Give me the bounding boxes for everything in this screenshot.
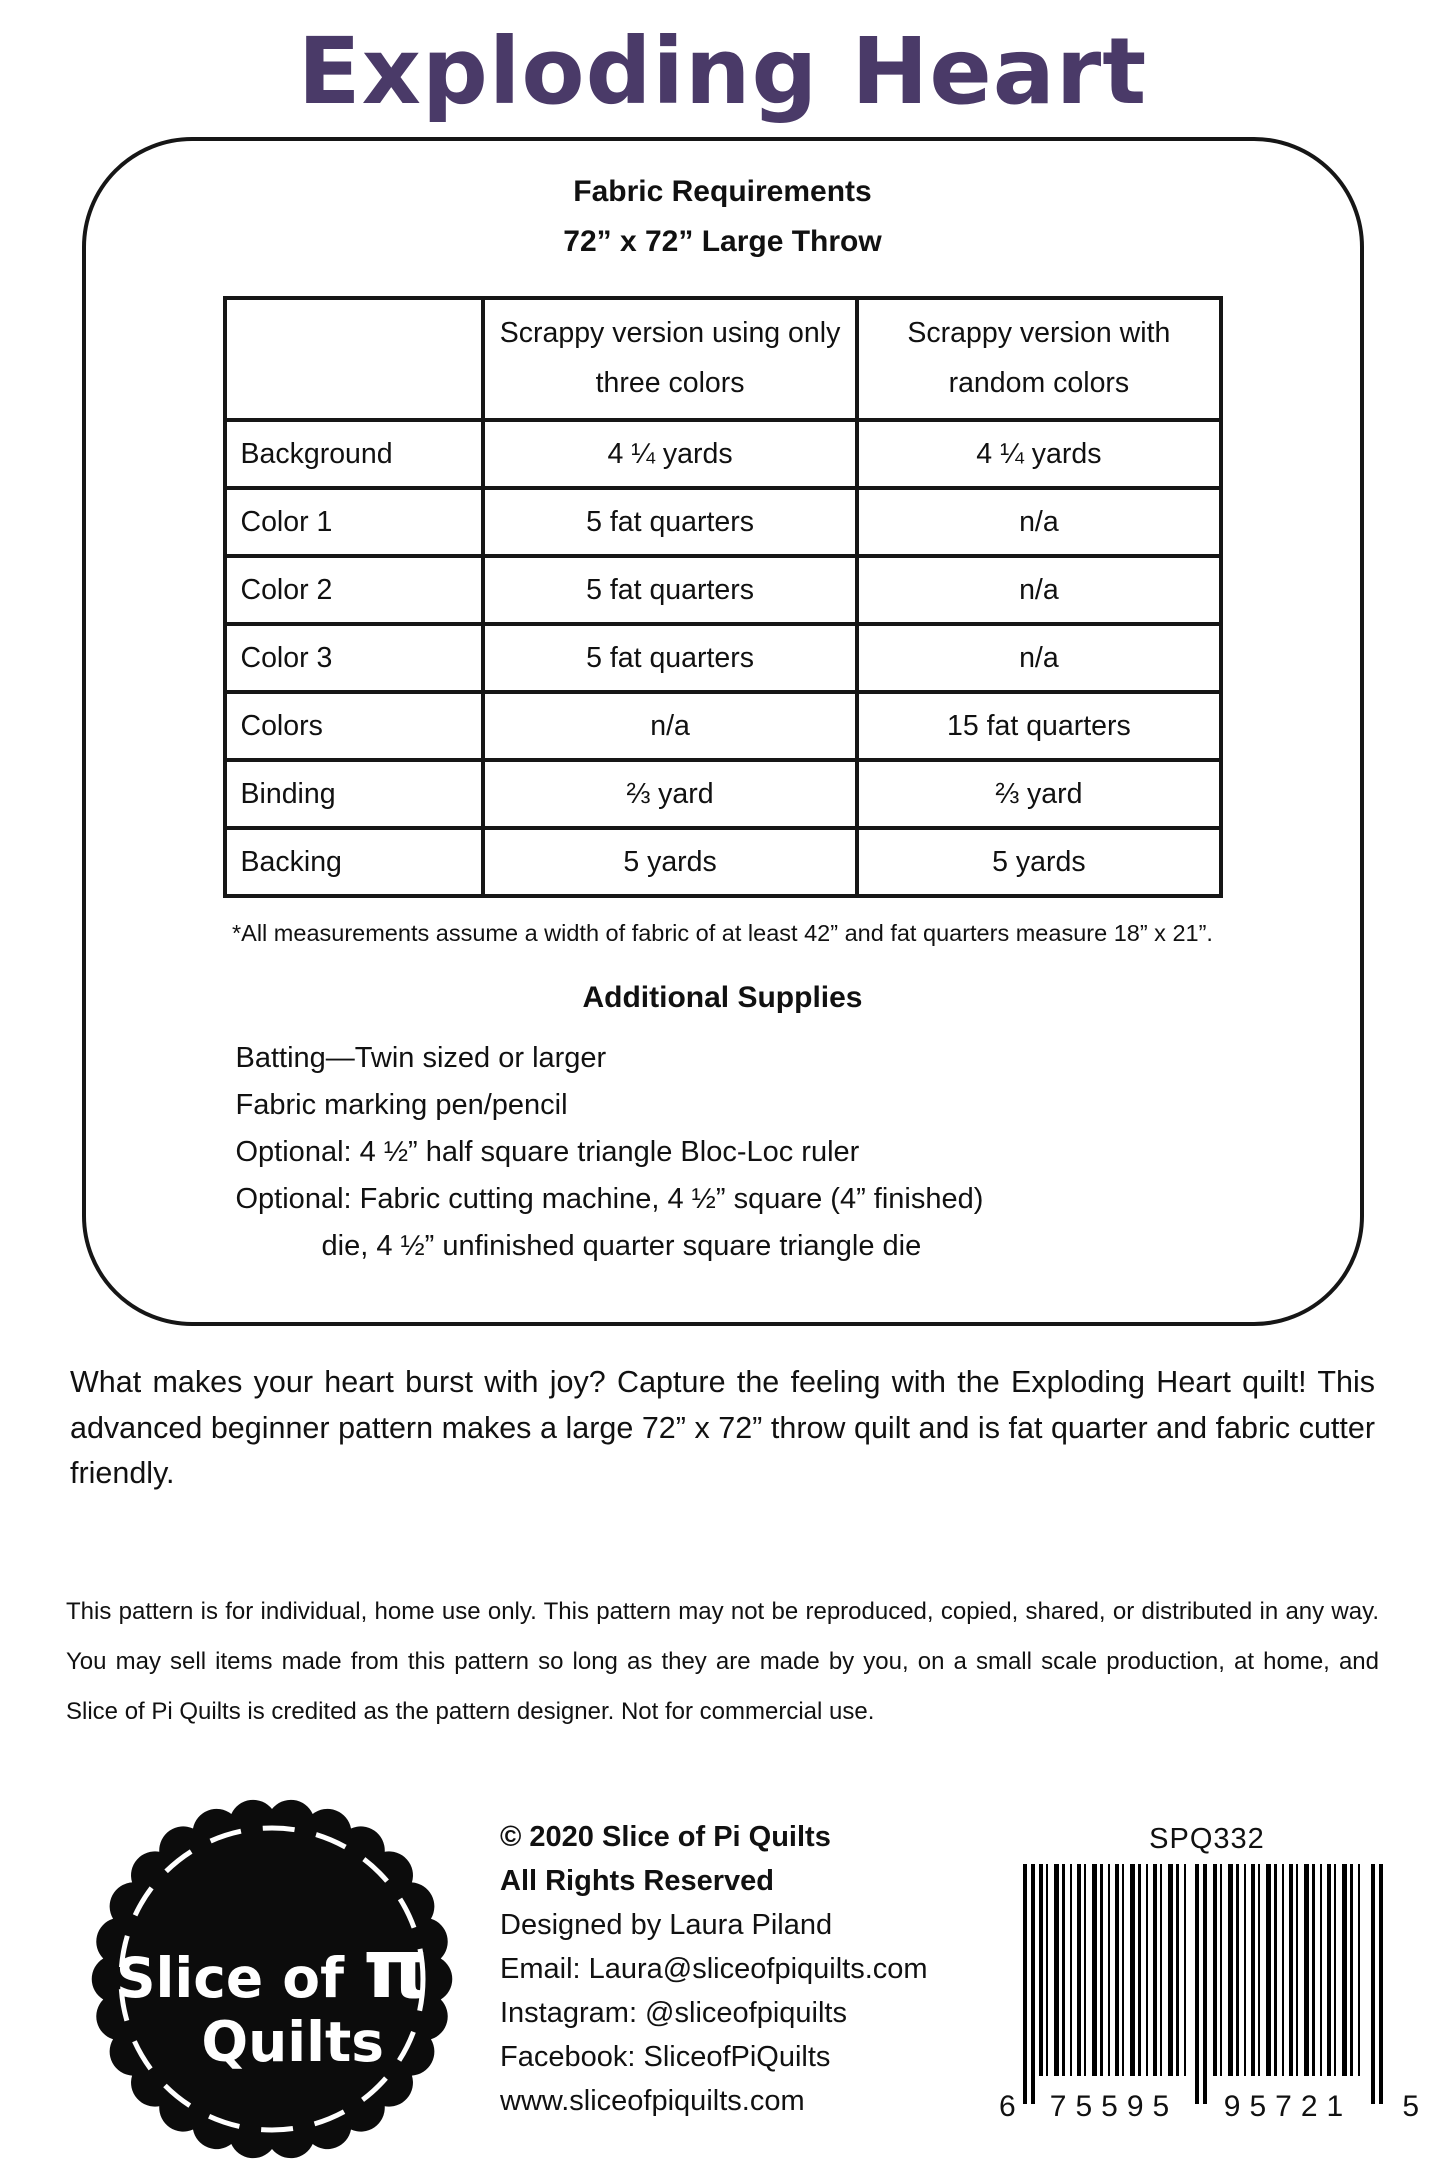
- slice-of-pi-quilts-logo: [82, 1789, 464, 2174]
- barcode-bars-left: [1039, 1864, 1189, 2076]
- barcode-digits: 95721: [1223, 2089, 1353, 2123]
- cell-value: 5 yards: [857, 828, 1220, 896]
- barcode-guard-bar: [1195, 1864, 1199, 2104]
- column-header-three-colors: Scrappy version using only three colors: [483, 298, 857, 420]
- supply-item: Fabric marking pen/pencil: [235, 1088, 568, 1121]
- supply-item: Batting—Twin sized or larger: [235, 1042, 607, 1074]
- row-label: Backing: [225, 828, 483, 896]
- table-row: [225, 828, 1221, 896]
- rights-line: All Rights Reserved: [500, 1864, 774, 1897]
- barcode-block: [999, 1822, 1419, 2124]
- supplies-list: [236, 1035, 1360, 1322]
- cell-value: n/a: [483, 692, 857, 760]
- table-row: [225, 624, 1221, 692]
- table-row: [225, 420, 1221, 488]
- scalloped-badge-icon: [82, 1789, 462, 2169]
- additional-supplies-heading: Additional Supplies: [582, 981, 863, 1014]
- credits-block: [500, 1789, 1007, 2124]
- table-header-row: [225, 298, 1221, 420]
- cell-value: n/a: [857, 624, 1220, 692]
- cell-value: 4 ¼ yards: [483, 420, 857, 488]
- cell-value: 5 fat quarters: [483, 624, 857, 692]
- fabric-requirements-box: [82, 137, 1364, 1326]
- logo-text-line1: Slice of π: [115, 1921, 429, 2017]
- designer-line: Designed by Laura Piland: [500, 1908, 833, 1941]
- table-row: [225, 692, 1221, 760]
- row-label: Color 3: [225, 624, 483, 692]
- barcode-guard-bar: [1379, 1864, 1383, 2104]
- barcode-guard-bar: [1371, 1864, 1375, 2104]
- barcode-digits: 75595: [1049, 2089, 1179, 2123]
- row-label: Color 2: [225, 556, 483, 624]
- row-label: Colors: [225, 692, 483, 760]
- logo-text-line2: Quilts: [201, 2009, 384, 2074]
- cell-value: 5 yards: [483, 828, 857, 896]
- supply-item-continuation: die, 4 ½” unfinished quarter square triangle die: [321, 1229, 922, 1262]
- barcode-digit: 5: [1402, 2089, 1419, 2123]
- row-label: Binding: [225, 760, 483, 828]
- cell-value: n/a: [857, 556, 1220, 624]
- cell-value: 4 ¼ yards: [857, 420, 1220, 488]
- page-title: Exploding Heart: [297, 18, 1148, 125]
- table-row: [225, 556, 1221, 624]
- barcode-guard-bar: [1031, 1864, 1035, 2104]
- supply-item: Optional: Fabric cutting machine, 4 ½” square (4” finished): [235, 1182, 984, 1215]
- barcode-bars-right: [1213, 1864, 1363, 2076]
- table-row: [225, 488, 1221, 556]
- copyright-terms-paragraph: This pattern is for individual, home use only. This pattern may not be reproduced, copied, shared, or distributed in any way. You may sell items made from this pattern so long as they are made by you, on a small scale production, at home, and Slice of Pi Quilts is credited as the pattern designer. Not for commercial use.: [66, 1598, 1379, 1725]
- pi-symbol: π: [363, 1921, 429, 2017]
- cell-value: ⅔ yard: [857, 760, 1220, 828]
- upc-barcode: [999, 1864, 1419, 2124]
- email-line: Email: Laura@sliceofpiquilts.com: [500, 1953, 928, 1986]
- cell-value: 15 fat quarters: [857, 692, 1220, 760]
- table-row: [225, 760, 1221, 828]
- cell-value: n/a: [857, 488, 1220, 556]
- barcode-guard-bar: [1023, 1864, 1027, 2104]
- footer: [82, 1789, 1419, 2174]
- description-paragraph: What makes your heart burst with joy? Capture the feeling with the Exploding Heart quilt! This advanced beginner pattern makes a large 72” x 72” throw quilt and is fat quarter and fabric cutter friendly.: [70, 1364, 1375, 1491]
- row-label: Color 1: [225, 488, 483, 556]
- facebook-line: Facebook: SliceofPiQuilts: [500, 2041, 831, 2074]
- fabric-requirements-heading: Fabric Requirements: [573, 175, 872, 208]
- sku-number: SPQ332: [1149, 1822, 1265, 1855]
- copyright-line: © 2020 Slice of Pi Quilts: [500, 1820, 831, 1853]
- barcode-guard-bar: [1203, 1864, 1207, 2104]
- quilt-size-heading: 72” x 72” Large Throw: [563, 224, 882, 258]
- cell-value: ⅔ yard: [483, 760, 857, 828]
- supply-item: Optional: 4 ½” half square triangle Bloc-Loc ruler: [235, 1135, 860, 1168]
- fabric-requirements-table: [223, 296, 1223, 898]
- column-header-random-colors: Scrappy version with random colors: [857, 298, 1220, 420]
- table-corner-cell: [225, 298, 483, 420]
- row-label: Background: [225, 420, 483, 488]
- website-line: www.sliceofpiquilts.com: [500, 2085, 805, 2118]
- measurements-footnote: *All measurements assume a width of fabric of at least 42” and fat quarters measure 18” x 21”.: [232, 920, 1213, 946]
- instagram-line: Instagram: @sliceofpiquilts: [500, 1997, 847, 2030]
- cell-value: 5 fat quarters: [483, 556, 857, 624]
- cell-value: 5 fat quarters: [483, 488, 857, 556]
- barcode-digit: 6: [999, 2089, 1016, 2123]
